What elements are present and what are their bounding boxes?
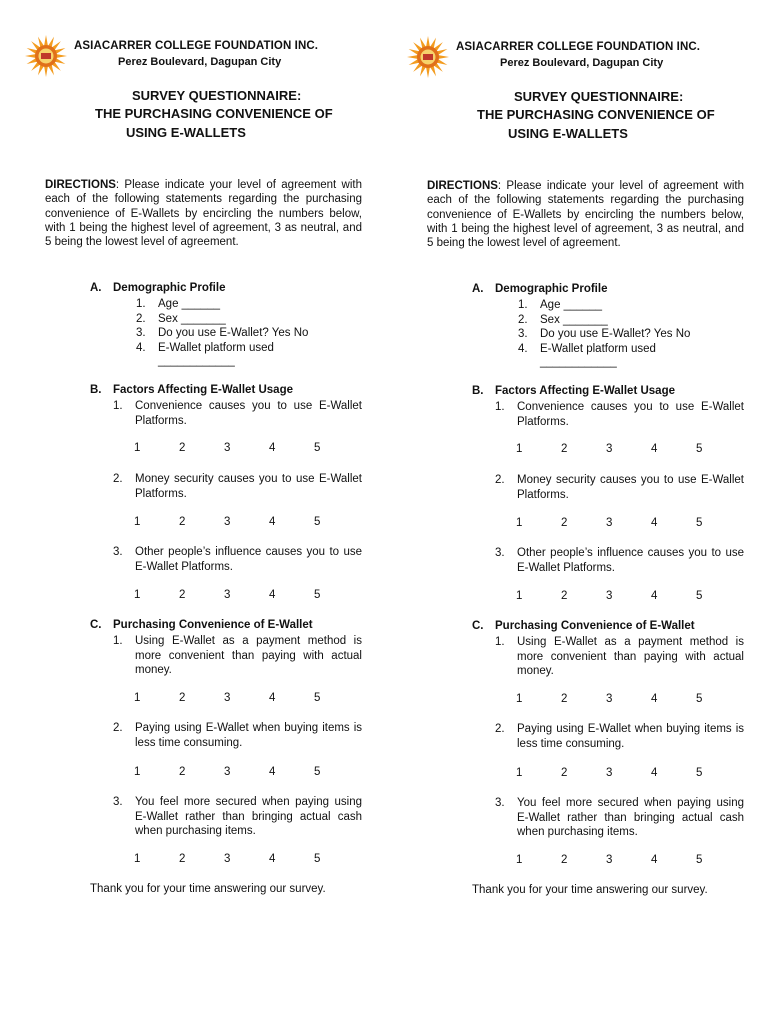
section-b-heading (90, 384, 293, 396)
rating-option-2[interactable]: 2 (179, 853, 186, 865)
question-item (495, 400, 744, 429)
question-number: 2. (113, 722, 123, 734)
rating-option-5[interactable]: 5 (696, 854, 703, 866)
rating-option-3[interactable]: 3 (606, 517, 613, 529)
rating-option-3[interactable]: 3 (224, 589, 231, 601)
rating-option-1[interactable]: 1 (516, 767, 523, 779)
rating-option-3[interactable]: 3 (224, 853, 231, 865)
survey-title-line-2: THE PURCHASING CONVENIENCE OF (95, 106, 333, 121)
question-text: Money security causes you to use E-Wallet Platforms. (517, 474, 744, 501)
question-number: 1. (495, 401, 505, 413)
question-number: 3. (495, 797, 505, 809)
rating-option-2[interactable]: 2 (561, 517, 568, 529)
rating-option-3[interactable]: 3 (224, 442, 231, 454)
rating-option-1[interactable]: 1 (134, 766, 141, 778)
rating-option-2[interactable]: 2 (179, 589, 186, 601)
question-number: 3. (113, 546, 123, 558)
rating-option-5[interactable]: 5 (696, 590, 703, 602)
survey-title-line-1: SURVEY QUESTIONNAIRE: (132, 88, 302, 103)
rating-option-2[interactable]: 2 (561, 443, 568, 455)
question-number: 3. (113, 796, 123, 808)
directions-label: DIRECTIONS (45, 179, 116, 191)
rating-option-1[interactable]: 1 (516, 517, 523, 529)
rating-option-5[interactable]: 5 (314, 853, 321, 865)
question-number: 2. (495, 723, 505, 735)
demographic-item (518, 298, 602, 313)
rating-option-4[interactable]: 4 (269, 853, 276, 865)
section-a-heading (472, 283, 607, 295)
rating-option-5[interactable]: 5 (314, 589, 321, 601)
rating-option-2[interactable]: 2 (179, 442, 186, 454)
question-text: You feel more secured when paying using E-Wallet rather than bringing actual cash when purchasing items. (517, 797, 744, 838)
thank-you-note: Thank you for your time answering our survey. (472, 884, 708, 896)
rating-option-2[interactable]: 2 (179, 766, 186, 778)
rating-option-4[interactable]: 4 (269, 442, 276, 454)
question-text: Using E-Wallet as a payment method is more convenient than paying with actual money. (517, 636, 744, 677)
item-text: E-Wallet platform used (540, 343, 656, 355)
rating-option-5[interactable]: 5 (314, 442, 321, 454)
rating-option-4[interactable]: 4 (651, 443, 658, 455)
rating-option-4[interactable]: 4 (269, 589, 276, 601)
question-item (113, 634, 362, 678)
item-text: Sex _______ (540, 314, 608, 326)
question-text: Paying using E-Wallet when buying items is less time consuming. (517, 723, 744, 750)
rating-option-3[interactable]: 3 (606, 854, 613, 866)
institution-address: Perez Boulevard, Dagupan City (118, 56, 282, 68)
item-text: Age ______ (158, 298, 221, 310)
college-logo-icon (406, 35, 450, 79)
directions-paragraph (45, 178, 362, 249)
section-letter: A. (472, 283, 484, 295)
section-letter: C. (90, 619, 102, 631)
question-text: Money security causes you to use E-Wallet Platforms. (135, 473, 362, 500)
question-number: 1. (113, 635, 123, 647)
rating-option-1[interactable]: 1 (134, 516, 141, 528)
rating-option-1[interactable]: 1 (134, 853, 141, 865)
item-number: 4. (136, 342, 146, 354)
question-text: You feel more secured when paying using E-Wallet rather than bringing actual cash when purchasing items. (135, 796, 362, 837)
rating-option-2[interactable]: 2 (179, 692, 186, 704)
section-c-heading (90, 619, 313, 631)
rating-option-2[interactable]: 2 (179, 516, 186, 528)
rating-option-5[interactable]: 5 (314, 516, 321, 528)
rating-option-4[interactable]: 4 (269, 516, 276, 528)
item-number: 1. (518, 299, 528, 311)
survey-title-line-2: THE PURCHASING CONVENIENCE OF (477, 107, 715, 122)
section-c-heading (472, 620, 695, 632)
question-number: 1. (113, 400, 123, 412)
question-number: 2. (113, 473, 123, 485)
question-item (113, 721, 362, 750)
survey-page-right (406, 1, 744, 1025)
question-text: Paying using E-Wallet when buying items is less time consuming. (135, 722, 362, 749)
survey-title-line-3: USING E-WALLETS (126, 125, 246, 140)
question-number: 1. (495, 636, 505, 648)
question-item (495, 635, 744, 679)
item-number: 2. (136, 313, 146, 325)
rating-option-5[interactable]: 5 (696, 443, 703, 455)
question-item (113, 545, 362, 574)
rating-option-4[interactable]: 4 (269, 692, 276, 704)
directions-text: : Please indicate your level of agreement with each of the following statements regarding the purchasing convenience of E-Wallets by encircling the numbers below, with 1 being the highest level of agreement, 3 as neutral, and 5 being the lowest level of agreement. (427, 180, 744, 250)
rating-option-3[interactable]: 3 (224, 516, 231, 528)
question-item (495, 546, 744, 575)
survey-title-line-3: USING E-WALLETS (508, 126, 628, 141)
rating-option-1[interactable]: 1 (516, 590, 523, 602)
rating-option-1[interactable]: 1 (516, 443, 523, 455)
section-title: Purchasing Convenience of E-Wallet (495, 620, 695, 632)
rating-option-1[interactable]: 1 (516, 693, 523, 705)
question-item (495, 796, 744, 840)
section-letter: C. (472, 620, 484, 632)
demographic-item (136, 312, 226, 327)
college-logo-icon (24, 34, 68, 78)
rating-option-4[interactable]: 4 (651, 693, 658, 705)
item-number: 4. (518, 343, 528, 355)
question-item (495, 722, 744, 751)
question-text: Convenience causes you to use E-Wallet Platforms. (135, 400, 362, 427)
rating-option-4[interactable]: 4 (651, 517, 658, 529)
section-b-heading (472, 385, 675, 397)
survey-page-left (24, 0, 362, 1024)
rating-option-4[interactable]: 4 (651, 590, 658, 602)
question-item (113, 472, 362, 501)
item-number: 3. (518, 328, 528, 340)
rating-option-2[interactable]: 2 (561, 767, 568, 779)
institution-name: ASIACARRER COLLEGE FOUNDATION INC. (456, 41, 701, 53)
thank-you-note: Thank you for your time answering our survey. (90, 883, 326, 895)
platform-blank-line: ____________ (540, 356, 617, 368)
item-text: Sex _______ (158, 313, 226, 325)
item-number: 3. (136, 327, 146, 339)
question-item (113, 399, 362, 428)
section-title: Demographic Profile (113, 282, 226, 294)
rating-option-4[interactable]: 4 (651, 767, 658, 779)
rating-option-5[interactable]: 5 (314, 766, 321, 778)
question-number: 3. (495, 547, 505, 559)
rating-option-1[interactable]: 1 (516, 854, 523, 866)
rating-option-2[interactable]: 2 (561, 590, 568, 602)
section-a-heading (90, 282, 225, 294)
section-title: Factors Affecting E-Wallet Usage (113, 384, 293, 396)
rating-option-3[interactable]: 3 (606, 590, 613, 602)
item-number: 1. (136, 298, 146, 310)
question-number: 2. (495, 474, 505, 486)
rating-option-2[interactable]: 2 (561, 693, 568, 705)
question-text: Using E-Wallet as a payment method is more convenient than paying with actual money. (135, 635, 362, 676)
section-title: Factors Affecting E-Wallet Usage (495, 385, 675, 397)
rating-option-4[interactable]: 4 (651, 854, 658, 866)
rating-option-3[interactable]: 3 (224, 692, 231, 704)
demographic-item (518, 313, 608, 328)
question-item (495, 473, 744, 502)
demographic-item (136, 297, 220, 312)
section-letter: A. (90, 282, 102, 294)
rating-option-1[interactable]: 1 (134, 442, 141, 454)
question-item (113, 795, 362, 839)
platform-blank-line: ____________ (158, 355, 235, 367)
question-text: Convenience causes you to use E-Wallet Platforms. (517, 401, 744, 428)
rating-option-4[interactable]: 4 (269, 766, 276, 778)
survey-title-line-1: SURVEY QUESTIONNAIRE: (514, 89, 684, 104)
rating-option-3[interactable]: 3 (606, 443, 613, 455)
demographic-item (136, 326, 308, 341)
directions-paragraph (427, 179, 744, 250)
directions-label: DIRECTIONS (427, 180, 498, 192)
rating-option-5[interactable]: 5 (696, 767, 703, 779)
section-title: Demographic Profile (495, 283, 608, 295)
institution-name: ASIACARRER COLLEGE FOUNDATION INC. (74, 40, 319, 52)
rating-option-5[interactable]: 5 (696, 517, 703, 529)
institution-address: Perez Boulevard, Dagupan City (500, 57, 664, 69)
item-text: Do you use E-Wallet? Yes No (158, 327, 309, 339)
directions-text: : Please indicate your level of agreement with each of the following statements regarding the purchasing convenience of E-Wallets by encircling the numbers below, with 1 being the highest level of agreement, 3 as neutral, and 5 being the lowest level of agreement. (45, 179, 362, 249)
rating-option-1[interactable]: 1 (134, 692, 141, 704)
section-letter: B. (472, 385, 484, 397)
demographic-item (518, 327, 690, 342)
item-text: Do you use E-Wallet? Yes No (540, 328, 691, 340)
question-text: Other people’s influence causes you to use E-Wallet Platforms. (517, 547, 744, 574)
item-text: Age ______ (540, 299, 603, 311)
item-text: E-Wallet platform used (158, 342, 274, 354)
section-title: Purchasing Convenience of E-Wallet (113, 619, 313, 631)
rating-option-3[interactable]: 3 (606, 767, 613, 779)
rating-option-1[interactable]: 1 (134, 589, 141, 601)
rating-option-3[interactable]: 3 (224, 766, 231, 778)
rating-option-2[interactable]: 2 (561, 854, 568, 866)
item-number: 2. (518, 314, 528, 326)
rating-option-5[interactable]: 5 (696, 693, 703, 705)
rating-option-5[interactable]: 5 (314, 692, 321, 704)
section-letter: B. (90, 384, 102, 396)
question-text: Other people’s influence causes you to use E-Wallet Platforms. (135, 546, 362, 573)
rating-option-3[interactable]: 3 (606, 693, 613, 705)
